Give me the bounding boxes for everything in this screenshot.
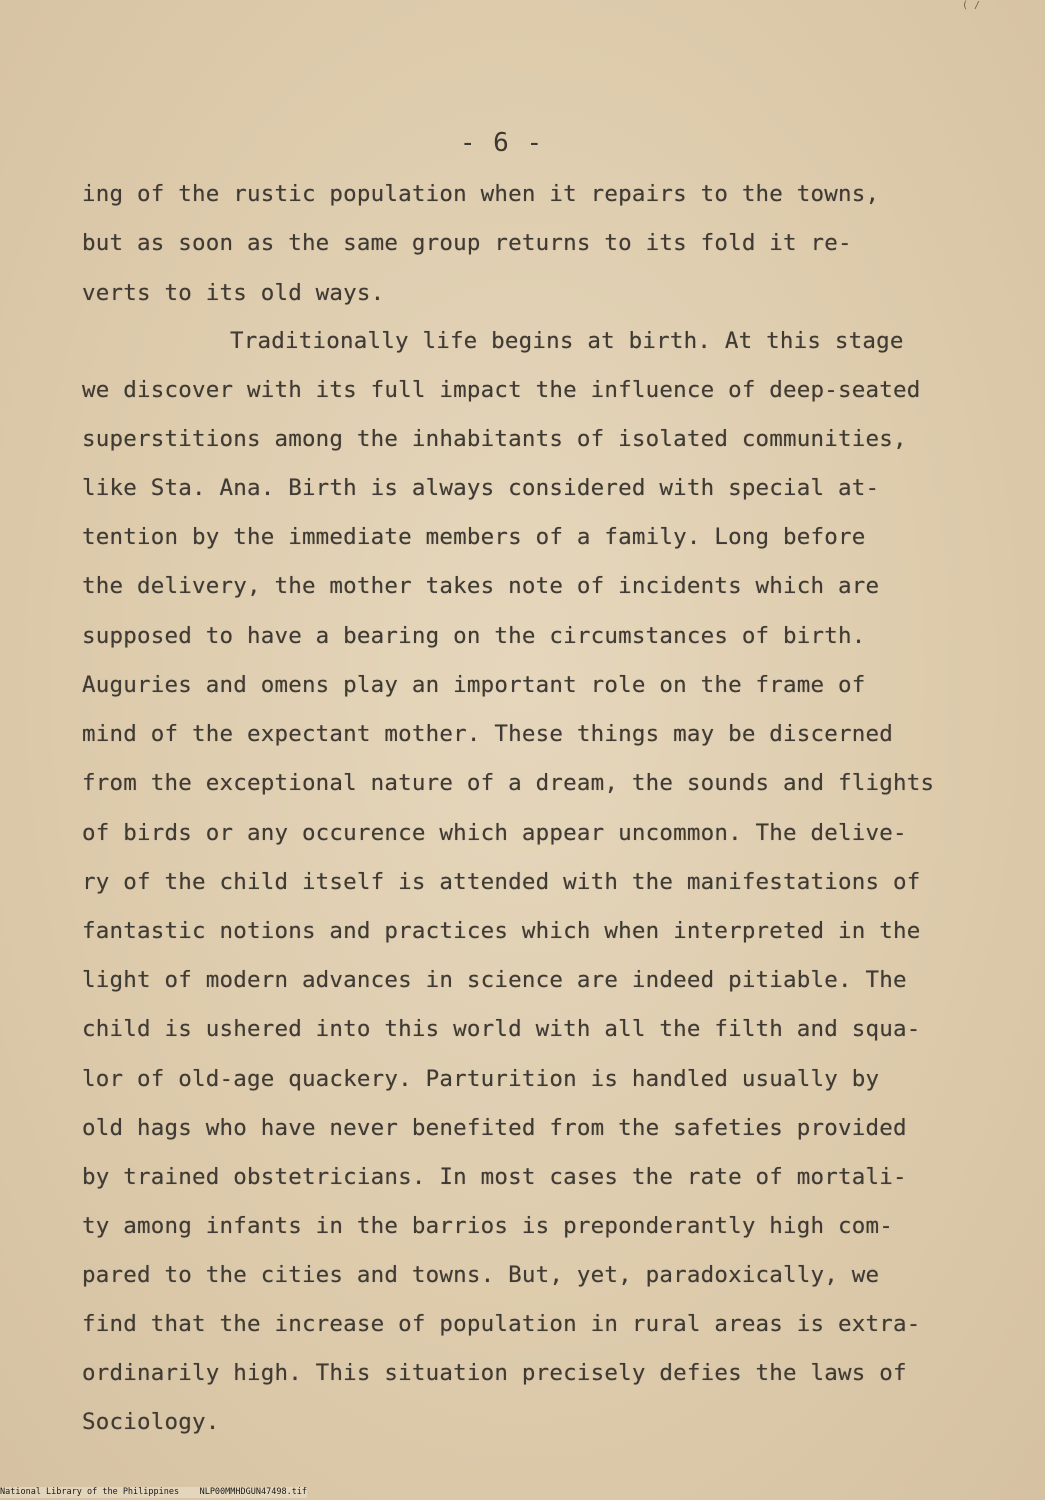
- text-line: find that the increase of population in rural areas is extra-: [82, 1311, 921, 1337]
- text-line: the delivery, the mother takes note of incidents which are: [82, 573, 880, 599]
- archive-footer: National Library of the Philippines NLP00MMHDGUN47498.tif: [0, 1487, 308, 1497]
- text-line: ordinarily high. This situation precisely defies the laws of: [82, 1360, 907, 1386]
- text-line: mind of the expectant mother. These things may be discerned: [82, 721, 894, 747]
- text-line: old hags who have never benefited from the safeties provided: [82, 1115, 907, 1141]
- text-line: supposed to have a bearing on the circumstances of birth.: [82, 623, 866, 649]
- text-line: like Sta. Ana. Birth is always considered with special at-: [82, 475, 880, 501]
- corner-mark: ( /: [962, 0, 981, 11]
- text-line: pared to the cities and towns. But, yet, paradoxically, we: [82, 1262, 880, 1288]
- text-line: but as soon as the same group returns to its fold it re-: [82, 230, 852, 256]
- text-line: fantastic notions and practices which when interpreted in the: [82, 918, 921, 944]
- text-line: tention by the immediate members of a family. Long before: [82, 524, 866, 550]
- text-line: Auguries and omens play an important role on the frame of: [82, 672, 866, 698]
- text-line: Traditionally life begins at birth. At this stage: [230, 328, 904, 354]
- text-line: we discover with its full impact the influence of deep-seated: [82, 377, 921, 403]
- text-line: lor of old-age quackery. Parturition is handled usually by: [82, 1066, 880, 1092]
- text-line: Sociology.: [82, 1409, 220, 1435]
- text-line: ry of the child itself is attended with the manifestations of: [82, 869, 921, 895]
- text-line: by trained obstetricians. In most cases the rate of mortali-: [82, 1164, 907, 1190]
- text-line: light of modern advances in science are indeed pitiable. The: [82, 967, 907, 993]
- text-line: of birds or any occurence which appear uncommon. The delive-: [82, 820, 907, 846]
- text-line: from the exceptional nature of a dream, the sounds and flights: [82, 770, 935, 796]
- text-line: ing of the rustic population when it repairs to the towns,: [82, 181, 880, 207]
- text-line: child is ushered into this world with all the filth and squa-: [82, 1016, 921, 1042]
- text-line: ty among infants in the barrios is preponderantly high com-: [82, 1213, 894, 1239]
- text-line: superstitions among the inhabitants of isolated communities,: [82, 426, 907, 452]
- page-number: - 6 -: [459, 128, 544, 158]
- text-line: verts to its old ways.: [82, 280, 385, 306]
